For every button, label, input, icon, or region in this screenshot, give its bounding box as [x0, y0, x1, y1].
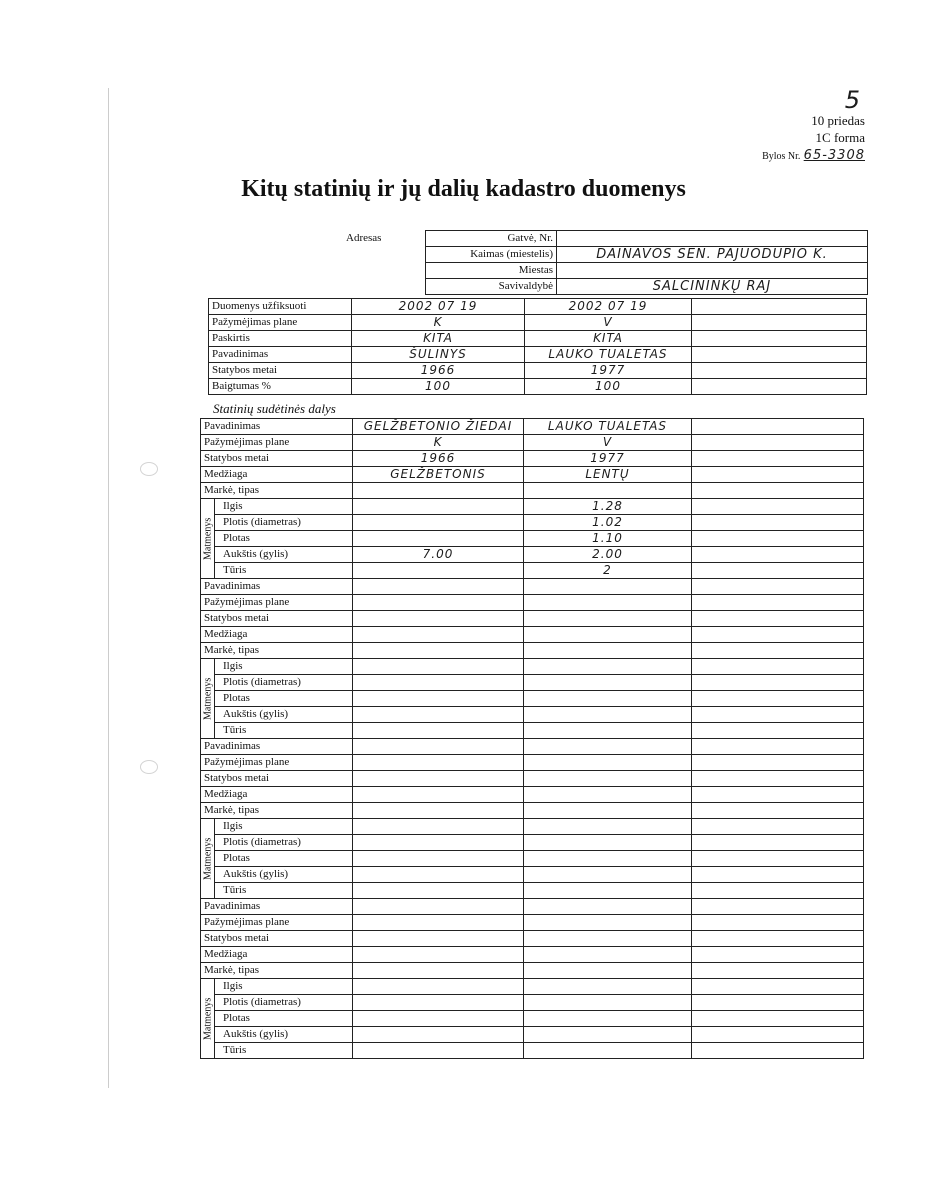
- component-field-value: [692, 915, 864, 931]
- dimension-field-label: Tūris: [215, 723, 353, 739]
- component-field-value: GELŽBETONIS: [353, 467, 524, 483]
- component-field-value: 1966: [353, 451, 524, 467]
- component-field-label: Statybos metai: [201, 931, 353, 947]
- component-field-value: [524, 627, 692, 643]
- dimensions-group-label: Matmenys: [201, 979, 215, 1059]
- component-field-label: Medžiaga: [201, 627, 353, 643]
- dimension-row: [201, 707, 864, 723]
- component-field-value: [353, 915, 524, 931]
- dimension-field-value: [353, 563, 524, 579]
- component-field-value: [524, 643, 692, 659]
- dimension-row: [201, 691, 864, 707]
- general-field-value: [692, 363, 867, 379]
- file-number-line: [762, 146, 865, 165]
- component-field-label: Pavadinimas: [201, 899, 353, 915]
- dimension-field-value: [524, 707, 692, 723]
- general-field-value: V: [525, 315, 692, 331]
- address-field-value: [557, 263, 868, 279]
- address-field-value: DAINAVOS SEN. PAJUODUPIO K.: [557, 247, 868, 263]
- component-field-value: [353, 643, 524, 659]
- dimension-field-value: [524, 691, 692, 707]
- component-row: [201, 771, 864, 787]
- dimension-field-label: Tūris: [215, 883, 353, 899]
- dimension-field-value: [524, 979, 692, 995]
- dimension-field-value: [353, 691, 524, 707]
- dimension-field-label: Ilgis: [215, 659, 353, 675]
- component-field-value: [692, 947, 864, 963]
- dimension-field-label: Plotis (diametras): [215, 995, 353, 1011]
- component-field-value: [524, 739, 692, 755]
- component-field-value: V: [524, 435, 692, 451]
- address-field-label: Kaimas (miestelis): [426, 247, 557, 263]
- component-row: [201, 451, 864, 467]
- dimension-field-value: [353, 1043, 524, 1059]
- dimension-field-value: [524, 883, 692, 899]
- component-field-label: Pažymėjimas plane: [201, 755, 353, 771]
- dimension-field-value: [692, 995, 864, 1011]
- dimension-field-value: [524, 835, 692, 851]
- dimensions-group-label: Matmenys: [201, 499, 215, 579]
- address-label: Adresas: [346, 232, 382, 244]
- component-field-label: Medžiaga: [201, 947, 353, 963]
- component-field-label: Medžiaga: [201, 467, 353, 483]
- dimension-field-value: 7.00: [353, 547, 524, 563]
- general-field-label: Pavadinimas: [209, 347, 352, 363]
- component-field-value: [692, 419, 864, 435]
- component-field-value: [692, 451, 864, 467]
- dimension-field-label: Aukštis (gylis): [215, 707, 353, 723]
- components-heading: Statinių sudėtinės dalys: [213, 401, 336, 416]
- general-field-value: 100: [352, 379, 525, 395]
- dimension-row: [201, 723, 864, 739]
- general-field-label: Statybos metai: [209, 363, 352, 379]
- component-field-label: Statybos metai: [201, 771, 353, 787]
- dimension-field-value: [692, 563, 864, 579]
- dimension-field-value: [353, 979, 524, 995]
- dimension-field-value: [692, 675, 864, 691]
- dimension-field-label: Aukštis (gylis): [215, 867, 353, 883]
- dimension-field-value: [692, 515, 864, 531]
- dimension-field-value: [692, 691, 864, 707]
- general-field-value: 1966: [352, 363, 525, 379]
- dimension-row: [201, 1027, 864, 1043]
- punch-hole: [140, 462, 158, 476]
- general-field-value: [692, 331, 867, 347]
- component-field-label: Markė, tipas: [201, 803, 353, 819]
- general-field-value: K: [352, 315, 525, 331]
- general-row: [209, 379, 867, 395]
- dimension-field-value: [692, 835, 864, 851]
- dimension-field-label: Ilgis: [215, 819, 353, 835]
- component-row: [201, 963, 864, 979]
- component-field-value: [353, 611, 524, 627]
- component-row: [201, 611, 864, 627]
- component-field-value: [692, 755, 864, 771]
- component-field-value: [524, 483, 692, 499]
- component-field-value: 1977: [524, 451, 692, 467]
- component-field-label: Pavadinimas: [201, 739, 353, 755]
- general-field-value: [692, 347, 867, 363]
- dimension-row: [201, 851, 864, 867]
- component-field-value: [524, 787, 692, 803]
- dimension-field-value: [692, 1027, 864, 1043]
- dimension-field-value: [692, 867, 864, 883]
- dimension-field-value: [692, 851, 864, 867]
- component-field-value: [353, 739, 524, 755]
- general-row: [209, 299, 867, 315]
- component-row: [201, 915, 864, 931]
- dimension-field-value: [524, 1043, 692, 1059]
- component-field-label: Pažymėjimas plane: [201, 435, 353, 451]
- general-field-value: 100: [525, 379, 692, 395]
- general-field-value: 2002 07 19: [525, 299, 692, 315]
- dimension-field-value: [524, 1011, 692, 1027]
- component-field-value: [353, 963, 524, 979]
- dimension-field-value: 1.10: [524, 531, 692, 547]
- dimension-field-label: Plotis (diametras): [215, 835, 353, 851]
- dimension-row: [201, 1011, 864, 1027]
- component-field-value: [692, 483, 864, 499]
- component-field-value: [692, 579, 864, 595]
- general-field-label: Baigtumas %: [209, 379, 352, 395]
- address-table: [425, 230, 868, 295]
- dimension-row: [201, 979, 864, 995]
- dimension-row: [201, 1043, 864, 1059]
- form-header: [762, 88, 865, 165]
- component-field-value: LENTŲ: [524, 467, 692, 483]
- dimension-row: [201, 531, 864, 547]
- component-row: [201, 755, 864, 771]
- dimension-field-value: [353, 1027, 524, 1043]
- dimension-field-label: Ilgis: [215, 979, 353, 995]
- dimension-field-value: 2: [524, 563, 692, 579]
- component-field-value: [692, 595, 864, 611]
- general-field-value: 2002 07 19: [352, 299, 525, 315]
- component-field-value: [524, 595, 692, 611]
- dimension-field-value: [692, 979, 864, 995]
- dimension-field-value: [353, 723, 524, 739]
- component-row: [201, 643, 864, 659]
- dimension-row: [201, 659, 864, 675]
- dimension-row: [201, 563, 864, 579]
- dimension-field-value: [692, 883, 864, 899]
- component-row: [201, 627, 864, 643]
- page-title: Kitų statinių ir jų dalių kadastro duomenys: [241, 176, 686, 202]
- general-row: [209, 331, 867, 347]
- dimension-field-value: [353, 883, 524, 899]
- general-data-table: [208, 298, 867, 395]
- dimension-field-value: [353, 515, 524, 531]
- general-field-value: 1977: [525, 363, 692, 379]
- dimension-field-value: [524, 659, 692, 675]
- dimension-field-value: [353, 659, 524, 675]
- address-row: [426, 231, 868, 247]
- page-number: 5: [844, 86, 861, 114]
- dimension-field-label: Plotis (diametras): [215, 515, 353, 531]
- dimension-row: [201, 867, 864, 883]
- component-row: [201, 899, 864, 915]
- address-field-value: ŠALČININKŲ RAJ: [557, 279, 868, 295]
- dimension-field-label: Plotis (diametras): [215, 675, 353, 691]
- component-field-label: Markė, tipas: [201, 483, 353, 499]
- dimension-field-value: [353, 851, 524, 867]
- general-field-label: Duomenys užfiksuoti: [209, 299, 352, 315]
- address-row: [426, 247, 868, 263]
- dimension-field-value: [524, 995, 692, 1011]
- file-number-label: Bylos Nr.: [762, 151, 801, 162]
- dimension-field-value: [353, 707, 524, 723]
- dimension-field-value: [692, 659, 864, 675]
- dimension-field-value: [692, 1011, 864, 1027]
- dimension-field-value: [524, 851, 692, 867]
- component-field-label: Pažymėjimas plane: [201, 595, 353, 611]
- dimension-row: [201, 515, 864, 531]
- general-field-value: LAUKO TUALETAS: [525, 347, 692, 363]
- component-field-label: Statybos metai: [201, 451, 353, 467]
- component-field-value: [353, 483, 524, 499]
- file-number-value: 65-3308: [803, 148, 865, 163]
- component-row: [201, 483, 864, 499]
- component-field-value: [524, 611, 692, 627]
- component-field-label: Pavadinimas: [201, 419, 353, 435]
- dimension-field-label: Tūris: [215, 1043, 353, 1059]
- dimension-field-value: [692, 531, 864, 547]
- dimension-field-value: 2.00: [524, 547, 692, 563]
- dimension-field-value: [692, 499, 864, 515]
- dimension-row: [201, 675, 864, 691]
- component-field-value: [524, 579, 692, 595]
- component-field-value: [353, 771, 524, 787]
- dimension-field-value: [692, 707, 864, 723]
- component-field-value: [524, 803, 692, 819]
- form-label: 1C forma: [815, 130, 865, 145]
- dimension-field-value: [353, 995, 524, 1011]
- component-field-label: Statybos metai: [201, 611, 353, 627]
- component-field-value: [692, 467, 864, 483]
- dimension-field-value: [692, 1043, 864, 1059]
- component-field-value: [692, 803, 864, 819]
- address-field-value: [557, 231, 868, 247]
- general-field-value: KITA: [525, 331, 692, 347]
- component-field-value: [524, 931, 692, 947]
- component-field-value: [353, 579, 524, 595]
- dimension-row: [201, 499, 864, 515]
- component-row: [201, 739, 864, 755]
- general-row: [209, 363, 867, 379]
- general-row: [209, 347, 867, 363]
- general-field-value: ŠULINYS: [352, 347, 525, 363]
- address-field-label: Miestas: [426, 263, 557, 279]
- dimension-field-label: Tūris: [215, 563, 353, 579]
- general-field-value: [692, 379, 867, 395]
- dimension-field-label: Aukštis (gylis): [215, 547, 353, 563]
- component-field-value: [692, 435, 864, 451]
- address-row: [426, 263, 868, 279]
- component-field-value: [692, 739, 864, 755]
- dimension-field-value: [524, 819, 692, 835]
- component-field-value: K: [353, 435, 524, 451]
- dimension-field-value: [353, 819, 524, 835]
- component-field-value: [353, 803, 524, 819]
- components-table: [200, 418, 864, 1059]
- dimension-row: [201, 883, 864, 899]
- component-field-value: LAUKO TUALETAS: [524, 419, 692, 435]
- address-field-label: Gatvė, Nr.: [426, 231, 557, 247]
- component-field-value: GELŽBETONIO ŽIEDAI: [353, 419, 524, 435]
- component-field-value: [524, 899, 692, 915]
- dimension-field-value: [353, 499, 524, 515]
- dimensions-group-label: Matmenys: [201, 659, 215, 739]
- address-row: [426, 279, 868, 295]
- general-field-label: Paskirtis: [209, 331, 352, 347]
- component-field-value: [692, 627, 864, 643]
- dimension-row: [201, 835, 864, 851]
- dimension-field-value: [353, 675, 524, 691]
- dimension-field-value: 1.02: [524, 515, 692, 531]
- component-row: [201, 595, 864, 611]
- component-field-value: [353, 787, 524, 803]
- component-field-value: [524, 771, 692, 787]
- dimension-field-label: Plotas: [215, 531, 353, 547]
- component-field-value: [353, 947, 524, 963]
- dimension-field-label: Ilgis: [215, 499, 353, 515]
- component-row: [201, 947, 864, 963]
- component-field-value: [353, 899, 524, 915]
- component-field-value: [353, 627, 524, 643]
- dimension-field-value: [692, 723, 864, 739]
- component-field-value: [692, 787, 864, 803]
- dimension-field-value: 1.28: [524, 499, 692, 515]
- component-field-value: [524, 947, 692, 963]
- component-field-value: [692, 899, 864, 915]
- dimension-field-value: [353, 531, 524, 547]
- component-row: [201, 579, 864, 595]
- dimension-row: [201, 547, 864, 563]
- general-field-label: Pažymėjimas plane: [209, 315, 352, 331]
- dimension-field-value: [524, 1027, 692, 1043]
- general-row: [209, 315, 867, 331]
- dimension-field-value: [353, 835, 524, 851]
- component-field-value: [353, 595, 524, 611]
- component-field-value: [692, 771, 864, 787]
- general-field-value: [692, 315, 867, 331]
- component-field-value: [692, 963, 864, 979]
- dimension-field-value: [353, 1011, 524, 1027]
- dimension-field-value: [524, 867, 692, 883]
- dimension-field-value: [353, 867, 524, 883]
- component-field-value: [524, 915, 692, 931]
- dimension-field-value: [524, 675, 692, 691]
- component-field-label: Pažymėjimas plane: [201, 915, 353, 931]
- general-field-value: KITA: [352, 331, 525, 347]
- component-row: [201, 467, 864, 483]
- annex-label: 10 priedas: [811, 113, 865, 128]
- dimension-field-label: Aukštis (gylis): [215, 1027, 353, 1043]
- punch-hole: [140, 760, 158, 774]
- component-field-label: Markė, tipas: [201, 643, 353, 659]
- component-field-value: [524, 963, 692, 979]
- dimension-row: [201, 995, 864, 1011]
- dimension-field-value: [692, 547, 864, 563]
- component-field-value: [524, 755, 692, 771]
- dimension-field-label: Plotas: [215, 691, 353, 707]
- component-field-value: [692, 611, 864, 627]
- component-field-value: [692, 643, 864, 659]
- dimension-row: [201, 819, 864, 835]
- dimension-field-value: [692, 819, 864, 835]
- component-field-value: [353, 931, 524, 947]
- component-field-label: Markė, tipas: [201, 963, 353, 979]
- page-edge-line: [108, 88, 109, 1088]
- dimension-field-label: Plotas: [215, 851, 353, 867]
- component-field-label: Medžiaga: [201, 787, 353, 803]
- dimensions-group-label: Matmenys: [201, 819, 215, 899]
- component-row: [201, 435, 864, 451]
- dimension-field-value: [524, 723, 692, 739]
- component-row: [201, 803, 864, 819]
- component-field-value: [692, 931, 864, 947]
- component-row: [201, 787, 864, 803]
- component-field-value: [353, 755, 524, 771]
- component-field-label: Pavadinimas: [201, 579, 353, 595]
- address-field-label: Savivaldybė: [426, 279, 557, 295]
- dimension-field-label: Plotas: [215, 1011, 353, 1027]
- component-row: [201, 931, 864, 947]
- component-row: [201, 419, 864, 435]
- general-field-value: [692, 299, 867, 315]
